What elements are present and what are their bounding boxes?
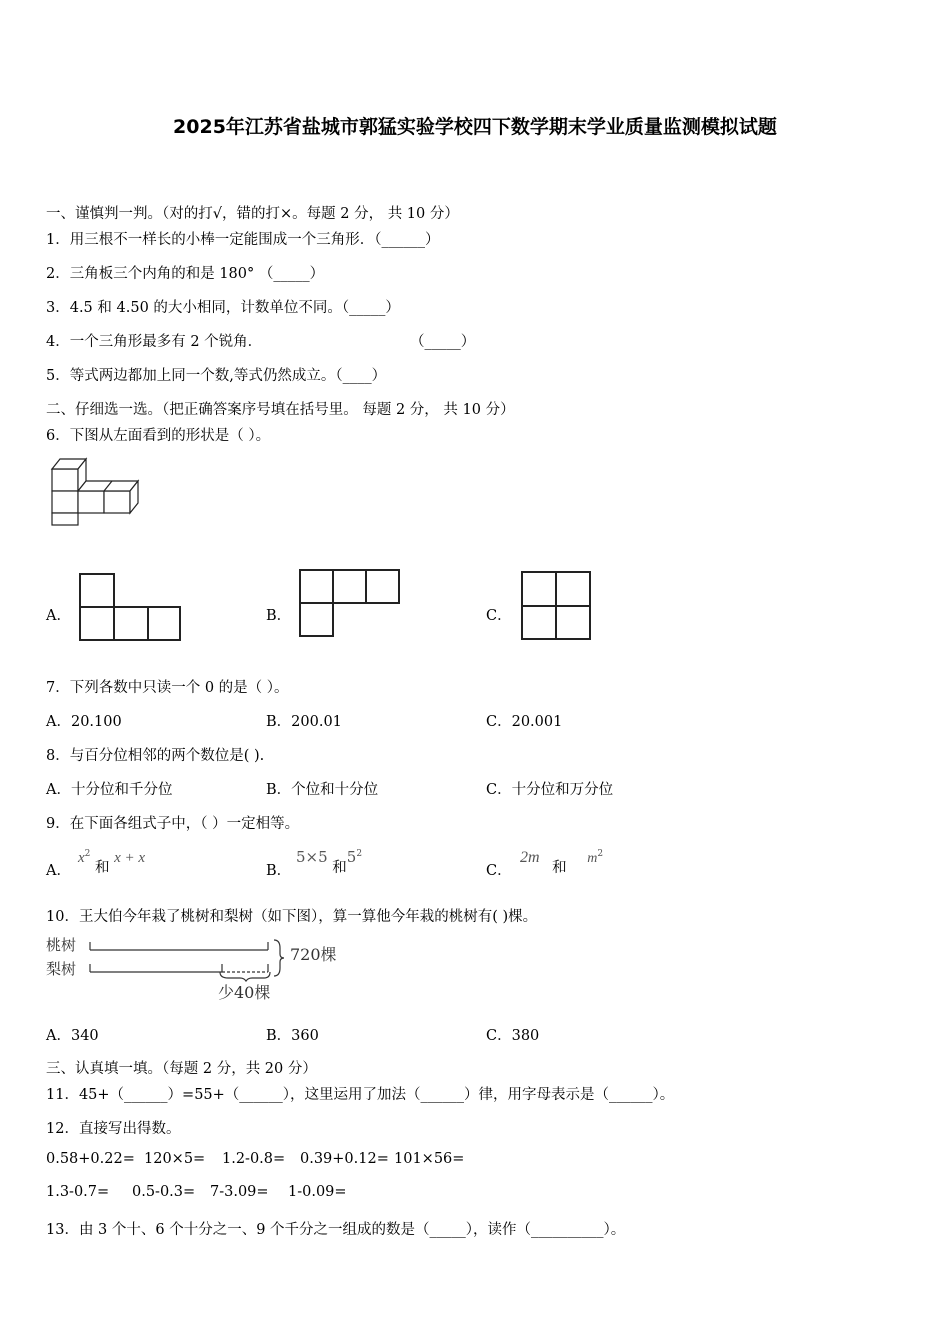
question-6: 6．下图从左面看到的形状是（ ）。 (46, 428, 271, 444)
q9-option-c-label: C． (486, 863, 512, 879)
question-10: 10．王大伯今年栽了桃树和梨树（如下图），算一算他今年栽的桃树有( )棵。 (46, 909, 538, 925)
question-3: 3．4.5 和 4.50 的大小相同，计数单位不同。（_____） (46, 300, 400, 316)
section-1-heading: 一、谨慎判一判。（对的打√，错的打×。每题 2 分， 共 10 分） (46, 206, 459, 222)
q6-option-b-figure (298, 568, 404, 638)
cube-stack-figure (48, 455, 140, 529)
q9-option-c-expression (520, 846, 604, 876)
q10-option-b: B．360 (266, 1028, 319, 1044)
label-pear-tree: 梨树 (46, 960, 77, 978)
question-4: 4．一个三角形最多有 2 个锐角． (46, 334, 263, 350)
q9-c-left: 2m (520, 849, 540, 866)
question-4-blank: （_____） (410, 334, 476, 350)
q12-item: 7-3.09= (210, 1184, 269, 1200)
question-12: 12．直接写出得数。 (46, 1121, 181, 1137)
q9-a-left-exp: 2 (84, 849, 91, 860)
q7-option-c: C．20.001 (486, 714, 563, 730)
q10-option-a: A．340 (46, 1028, 99, 1044)
question-1: 1．用三根不一样长的小棒一定能围成一个三角形．（______） (46, 232, 440, 248)
q9-c-and: 和 (552, 860, 567, 876)
q9-a-and: 和 (95, 860, 110, 876)
q9-option-b-label: B． (266, 863, 292, 879)
q12-item: 0.39+0.12= (300, 1151, 389, 1167)
question-13: 13．由 3 个十、6 个十分之一、9 个千分之一组成的数是（_____），读作（__________）。 (46, 1222, 626, 1238)
q10-option-c: C．380 (486, 1028, 540, 1044)
q9-b-right-exp: 2 (356, 849, 363, 860)
section-3-heading: 三、认真填一填。（每题 2 分，共 20 分） (46, 1061, 317, 1077)
q6-option-c-figure (520, 570, 594, 642)
q9-option-a-expression (78, 846, 146, 876)
question-5: 5．等式两边都加上同一个数,等式仍然成立。（____） (46, 368, 387, 384)
question-2: 2．三角板三个内角的和是 180° （_____） (46, 266, 325, 282)
section-2-heading: 二、仔细选一选。（把正确答案序号填在括号里。 每题 2 分， 共 10 分） (46, 402, 515, 418)
q9-a-right: x + x (114, 850, 146, 866)
q6-option-c-label: C． (486, 608, 512, 624)
question-7: 7．下列各数中只读一个 0 的是（ ）。 (46, 680, 289, 696)
q12-item: 101×56= (394, 1151, 465, 1167)
q7-option-a: A．20.100 (46, 714, 122, 730)
q7-option-b: B．200.01 (266, 714, 342, 730)
q12-item: 0.58+0.22= (46, 1151, 135, 1167)
q12-item: 0.5-0.3= (132, 1184, 196, 1200)
q8-option-c: C．十分位和万分位 (486, 782, 614, 798)
q9-option-a-label: A． (46, 863, 71, 879)
q9-c-right-exp: 2 (597, 849, 604, 860)
question-8: 8．与百分位相邻的两个数位是( ). (46, 748, 265, 764)
question-11: 11．45+（______）=55+（______），这里运用了加法（______）律，用字母表示是（______）。 (46, 1087, 675, 1103)
q9-b-and: 和 (332, 860, 347, 876)
q9-c-right: m (587, 851, 598, 866)
page-title: 2025年江苏省盐城市郭猛实验学校四下数学期末学业质量监测模拟试题 (173, 116, 777, 138)
q12-item: 120×5= (144, 1151, 206, 1167)
q8-option-b: B．个位和十分位 (266, 782, 379, 798)
q9-option-b-expression (296, 846, 363, 876)
q6-option-b-label: B． (266, 608, 292, 624)
q9-b-left: 5×5 (296, 848, 328, 866)
q6-option-a-figure (78, 572, 184, 642)
q12-item: 1.3-0.7= (46, 1184, 110, 1200)
label-peach-tree: 桃树 (46, 936, 77, 954)
q9-a-left: x (78, 850, 85, 866)
less-trees-label: 少40棵 (218, 983, 271, 1002)
q8-option-a: A．十分位和千分位 (46, 782, 173, 798)
question-9: 9．在下面各组式子中，（ ）一定相等。 (46, 816, 300, 832)
q12-item: 1.2-0.8= (222, 1151, 286, 1167)
q9-b-right: 5 (346, 848, 357, 866)
total-trees-label: 720棵 (290, 945, 337, 964)
q6-option-a-label: A． (46, 608, 71, 624)
q12-item: 1-0.09= (288, 1184, 347, 1200)
